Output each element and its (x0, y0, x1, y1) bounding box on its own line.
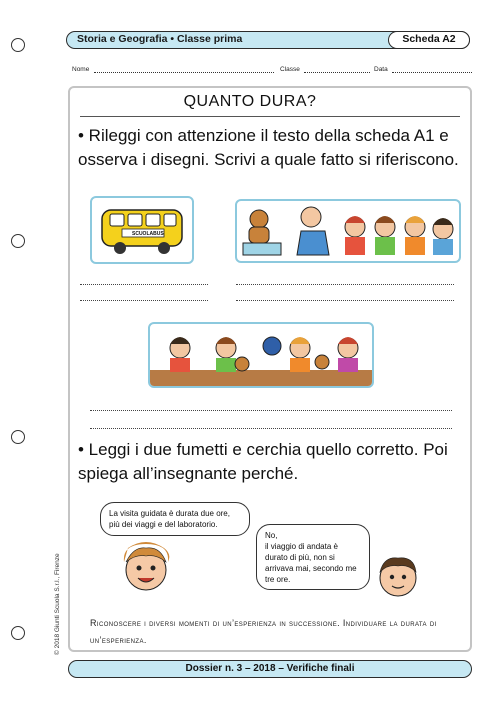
school-bus-illustration (92, 198, 192, 262)
answer-line[interactable] (80, 284, 208, 285)
museum-visit-illustration (237, 201, 459, 261)
workshop-illustration (150, 324, 372, 386)
speech-bubble-right[interactable]: No, il viaggio di andata è durato di più, non si arrivava mai, secondo me tre ore. (256, 524, 370, 590)
instruction-1: • Rileggi con attenzione il testo della scheda A1 e osserva i disegni. Scrivi a quale fatto si riferiscono. (78, 126, 459, 169)
copyright-notice: © 2018 Giunti Scuola S.r.l., Firenze (54, 553, 61, 655)
instruction-2: • Leggi i due fumetti e cerchia quello corretto. Poi spiega all’insegnante perché. (78, 440, 448, 483)
picture-workshop (148, 322, 374, 388)
sheet-tab: Scheda A2 (388, 31, 470, 49)
answer-line[interactable] (90, 410, 452, 411)
name-field[interactable] (94, 72, 274, 73)
title-divider (80, 116, 460, 117)
child-right-illustration (368, 550, 428, 606)
child-left-illustration (116, 540, 176, 596)
date-label: Data (374, 66, 388, 73)
header-bar (66, 31, 470, 49)
punch-hole (11, 38, 25, 52)
picture-school-bus (90, 196, 194, 264)
punch-hole (11, 626, 25, 640)
answer-line[interactable] (80, 300, 208, 301)
picture-museum-visit (235, 199, 461, 263)
punch-hole (11, 234, 25, 248)
answer-line[interactable] (236, 300, 454, 301)
footer-bar: Dossier n. 3 – 2018 – Verifiche finali (68, 660, 472, 678)
punch-hole (11, 430, 25, 444)
class-label: Classe (280, 66, 300, 73)
class-field[interactable] (304, 72, 370, 73)
answer-line[interactable] (90, 428, 452, 429)
speech-bubble-left[interactable]: La visita guidata è durata due ore, più dei viaggi e del laboratorio. (100, 502, 250, 536)
name-label: Nome (72, 66, 90, 73)
learning-objectives: Riconoscere i diversi momenti di un’esperienza in successione. Individuare la durata di un’esperienza. (90, 618, 437, 645)
worksheet-title: QUANTO DURA? (183, 93, 317, 110)
bus-sign: SCUOLABUS (132, 231, 164, 237)
header-title: Storia e Geografia • Classe prima (77, 33, 243, 45)
date-field[interactable] (392, 72, 472, 73)
answer-line[interactable] (236, 284, 454, 285)
